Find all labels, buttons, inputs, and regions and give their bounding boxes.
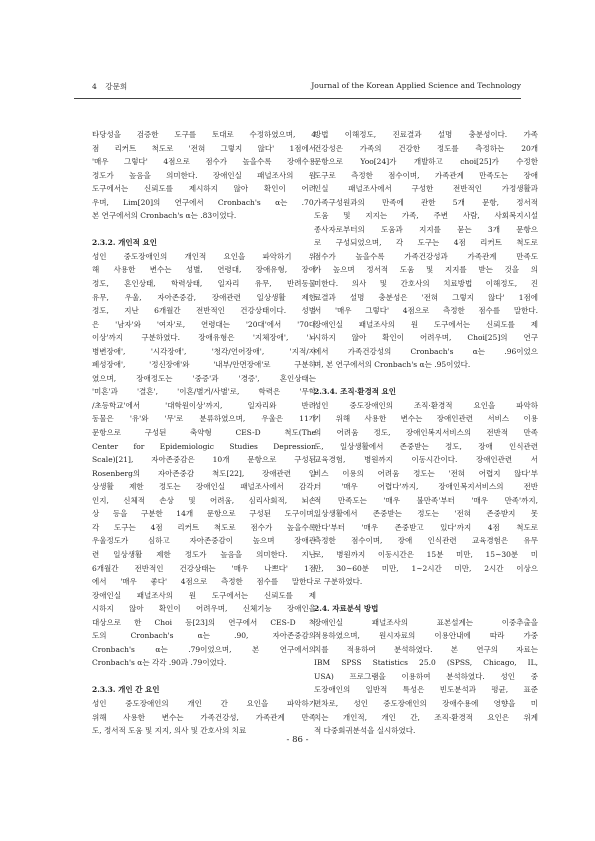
text-line: USA) 프로그램을 이용하여 분석하였다. 성인 중 — [314, 671, 538, 681]
right-paragraph-3 — [314, 616, 538, 738]
text-line: 일상생활에서 존중받는 정도는 '전혀 존중받지 못 — [314, 509, 538, 519]
left-paragraph-1 — [92, 128, 316, 223]
section-heading-2-3-4: 2.3.4. 조직·환경적 요인 — [314, 387, 397, 397]
text-line: 기 위해 사용한 변수는 장애인관련 서비스 이용 — [314, 414, 538, 424]
text-line: /초등학교'에서 '대학원이상'까지, 일자리와 반려 — [92, 400, 316, 410]
text-line: 인지, 신체적 손상 및 어려움, 심리사회적, 뇌손 — [92, 495, 316, 505]
header-author: 강문희 — [105, 82, 128, 91]
text-line: 해 사용한 변수는 성별, 연령대, 장애유형, 장애 — [92, 265, 316, 275]
text-line: Rosenberg의 자아존중감 척도[22], 장애관련 일 — [92, 468, 316, 478]
right-paragraph-2 — [314, 399, 538, 589]
text-line: '매우 그렇다' 4점으로 점수가 높을수록 장애수용 — [92, 157, 316, 167]
section-heading-2-4: 2.4. 자료분석 방법 — [314, 604, 379, 614]
text-line: 에서 '매우 좋다' 4점으로 측정한 점수를 말한다. — [92, 577, 316, 587]
text-line: 도, 정서적 도움 및 지지, 의사 및 간호사의 치료 — [92, 726, 247, 736]
text-line: 병변장애', '시각장애', '청각/언어장애', '지적/자 — [92, 346, 316, 356]
text-line: 대상으로 한 Choi 등[23]의 연구에서 CES-D 척 — [92, 617, 316, 627]
text-line: 터 '매우 어렵다'까지, 장애인복지서비스의 전반 — [314, 482, 538, 492]
text-line: 유무, 우울, 자아존중감, 장애관련 일상생활 제한 — [92, 292, 316, 302]
text-line: 장애인실 패널조사의 원 도구에서는 신뢰도를 제 — [92, 590, 316, 600]
text-line: 우울정도가 심하고 자아존중감이 높으며 장애관 — [92, 536, 316, 546]
text-line: 였으며, 장애정도는 '중증'과 '경증', 혼인상태는 — [92, 373, 316, 383]
text-line: 적 만족도는 '매우 불만족'부터 '매우 만족'까지, — [314, 495, 538, 505]
text-line: 위해 사용한 변수는 가족건강성, 가족관계 만족 — [92, 712, 316, 722]
text-line: 건강성은 가족의 건강한 정도를 측정하는 20개 — [314, 143, 538, 153]
text-line: 로, 병원까지 이동시간은 15분 미만, 15~30분 미 — [314, 549, 538, 559]
text-line: 동물은 '유'와 '무'로 분류하였으며, 우울은 11개 — [92, 414, 316, 424]
text-line: 비스 이용의 어려움 정도는 '전혀 어렵지 않다'부 — [314, 468, 538, 478]
text-line: 도장애인의 일반적 특성은 빈도분석과 평균, 표준 — [314, 685, 538, 695]
text-line: Center for Epidemiologic Studies Depression — [92, 441, 316, 451]
right-paragraph-1 — [314, 128, 538, 372]
text-line: 점수가 높을수록 가족건강성과 가족관계 만족도 — [314, 251, 538, 261]
text-line: 6개월간 전반적인 건강상태는 '매우 나쁘다' 1점 — [92, 563, 316, 573]
text-line: 치는 개인적, 개인 간, 조직·환경적 요인은 위계 — [314, 712, 538, 722]
text-line: 시하지 않아 확인이 어려우며, Choi[25]의 연구 — [314, 333, 538, 343]
text-line: 우며, Lim[20]의 연구에서 Cronbach's α는 .70, — [92, 197, 316, 207]
section-heading-2-3-2: 2.3.2. 개인적 요인 — [92, 238, 157, 248]
left-column — [92, 128, 316, 738]
text-line: 은 '남자'와 '여자'로, 연령대는 '20대'에서 '70대 — [92, 319, 316, 329]
text-line: 도구에서는 신뢰도를 제시하지 않아 확인이 어려 — [92, 184, 316, 194]
text-line: 도, 일상생활에서 존중받는 정도, 장애 인식관련 — [314, 441, 538, 451]
text-line: 의 어려움 정도, 장애인복지서비스의 전반적 만족 — [314, 428, 538, 438]
text-line: 성인 중도장애인의 개인적 요인을 파악하기 위 — [92, 251, 316, 261]
text-line: 시하지 않아 확인이 어려우며, 신체기능 장애인을 — [92, 604, 316, 614]
text-line: 성인 중도장애인의 조직·환경적 요인을 파악하 — [314, 400, 538, 410]
header-rule — [74, 98, 521, 99]
text-line: '미혼'과 '결혼', '이혼/별거/사별'로, 학력은 '무학 — [92, 387, 316, 397]
text-line: 정도가 높음을 의미한다. 장애인실 패널조사의 원 — [92, 170, 316, 180]
text-line: 로 구성되었으며, 각 도구는 4점 리커트 척도로 — [314, 238, 538, 248]
text-line: 점 리커트 척도로 '전혀 그렇지 않다' 1점에서 — [92, 143, 316, 153]
left-paragraph-3 — [92, 697, 316, 738]
text-line: 상생활 제한 정도는 장애인실 패널조사에서 감각, — [92, 482, 316, 492]
running-header — [74, 81, 521, 95]
text-line: 각 도구는 4점 리커트 척도로 점수가 높을수록 — [92, 522, 316, 532]
text-line: 폐성장애', '정신장애'와 '내부/안면장애'로 구분하 — [92, 360, 316, 370]
text-line: 서 '매우 그렇다' 4점으로 측정한 점수를 말한다. — [314, 306, 538, 316]
text-line: 에서 가족건강성의 Cronbach's α는 .96이었으 — [314, 346, 538, 356]
text-line: Cronbach's α는 각각 .90과 .79이었다. — [92, 658, 227, 668]
header-journal: Journal of the Korean Applied Science and Technology — [311, 81, 521, 90]
text-line: 도구로 측정한 점수이며, 가족관계 만족도는 장애 — [314, 170, 538, 180]
text-line: 문항으로 Yoo[24]가 개발하고 choi[25]가 수정한 — [314, 157, 538, 167]
text-line: 련 일상생활 제한 정도가 높음을 의미한다. 지난 — [92, 549, 316, 559]
page-footer-number: - 86 - — [286, 735, 309, 745]
header-left — [92, 81, 127, 92]
header-page-number: 4 — [92, 82, 97, 91]
text-line: 가족구성원과의 만족에 관한 5개 문항, 정서적 — [314, 197, 538, 207]
text-line: 한다'부터 '매우 존중받고 있다'까지 4점 척도로 — [314, 522, 538, 532]
text-line: 종사자로부터의 도움과 지지를 묻는 3개 문항으 — [314, 224, 538, 234]
text-line: Scale)[21], 자아존중감은 10개 문항으로 구성된 — [92, 455, 316, 465]
text-line: IBM SPSS Statistics 25.0 (SPSS, Chicago, IL, — [314, 658, 538, 668]
text-line: 교육경험, 병원까지 이동시간이다. 장애인관련 서 — [314, 455, 538, 465]
text-line: 편차로, 성인 중도장애인의 장애수용에 영향을 미 — [314, 698, 538, 708]
text-line: 장애인실 패널조사의 표본설계는 이중추출을 — [314, 617, 538, 627]
text-line: 본 연구에서의 Cronbach's α는 .83이었다. — [92, 211, 237, 221]
text-line: 정도, 지난 6개월간 전반적인 건강상태이다. 성별 — [92, 306, 316, 316]
text-line: 만, 30~60분 미만, 1~2시간 미만, 2시간 이상으 — [314, 563, 538, 573]
text-line: 도움 및 지지는 가족, 주변 사람, 사회복지시설 — [314, 211, 538, 221]
text-line: 미한다. 의사 및 간호사의 치료방법 이해정도, 진 — [314, 279, 538, 289]
text-line: 로 구분하였다. — [314, 577, 363, 587]
text-line: 가 높으며 정서적 도움 및 지지를 받는 것을 의 — [314, 265, 538, 275]
text-line: 정도, 혼인상태, 학력상태, 일자리 유무, 반려동물 — [92, 279, 316, 289]
text-line: 측정한 점수이며, 장애 인식관련 교육경험은 유무 — [314, 536, 538, 546]
text-line: 상 등을 구분한 14개 문항으로 구성된 도구이며, — [92, 509, 316, 519]
section-heading-2-3-3: 2.3.3. 개인 간 요인 — [92, 685, 160, 695]
text-line: 문항으로 구성된 축약형 CES-D 척도(The — [92, 428, 316, 438]
text-line: Cronbach's α는 .79이었으며, 본 연구에서의 — [92, 644, 316, 654]
text-line: 적 다중회귀분석을 실시하였다. — [314, 726, 416, 736]
text-line: 료결과 설명 충분성은 '전혀 그렇지 않다' 1점에 — [314, 292, 538, 302]
left-paragraph-2 — [92, 250, 316, 670]
right-column — [314, 128, 538, 738]
text-line: 며, 본 연구에서의 Cronbach's α는 .95이었다. — [314, 360, 471, 370]
text-line: 타당성을 검증한 도구를 토대로 수정하였으며, 4 — [92, 130, 316, 139]
text-line: 치를 적용하여 분석하였다. 본 연구의 자료는 — [314, 644, 538, 654]
text-line: 도의 Cronbach's α는 .90, 자아존중감의 — [92, 631, 316, 641]
text-line: 방법 이해정도, 진료결과 설명 충분성이다. 가족 — [314, 130, 538, 139]
text-line: 성인 중도장애인의 개인 간 요인을 파악하기 — [92, 698, 316, 708]
text-line: 인실 패널조사에서 구성한 전반적인 가정생활과 — [314, 184, 538, 194]
text-line: 적용하였으며, 원시자료의 이용안내에 따라 가중 — [314, 631, 538, 641]
text-line: 이상'까지 구분하였다. 장애유형은 '지체장애', '뇌 — [92, 333, 316, 343]
text-line: 장애인실 패널조사의 원 도구에서는 신뢰도를 제 — [314, 319, 538, 329]
